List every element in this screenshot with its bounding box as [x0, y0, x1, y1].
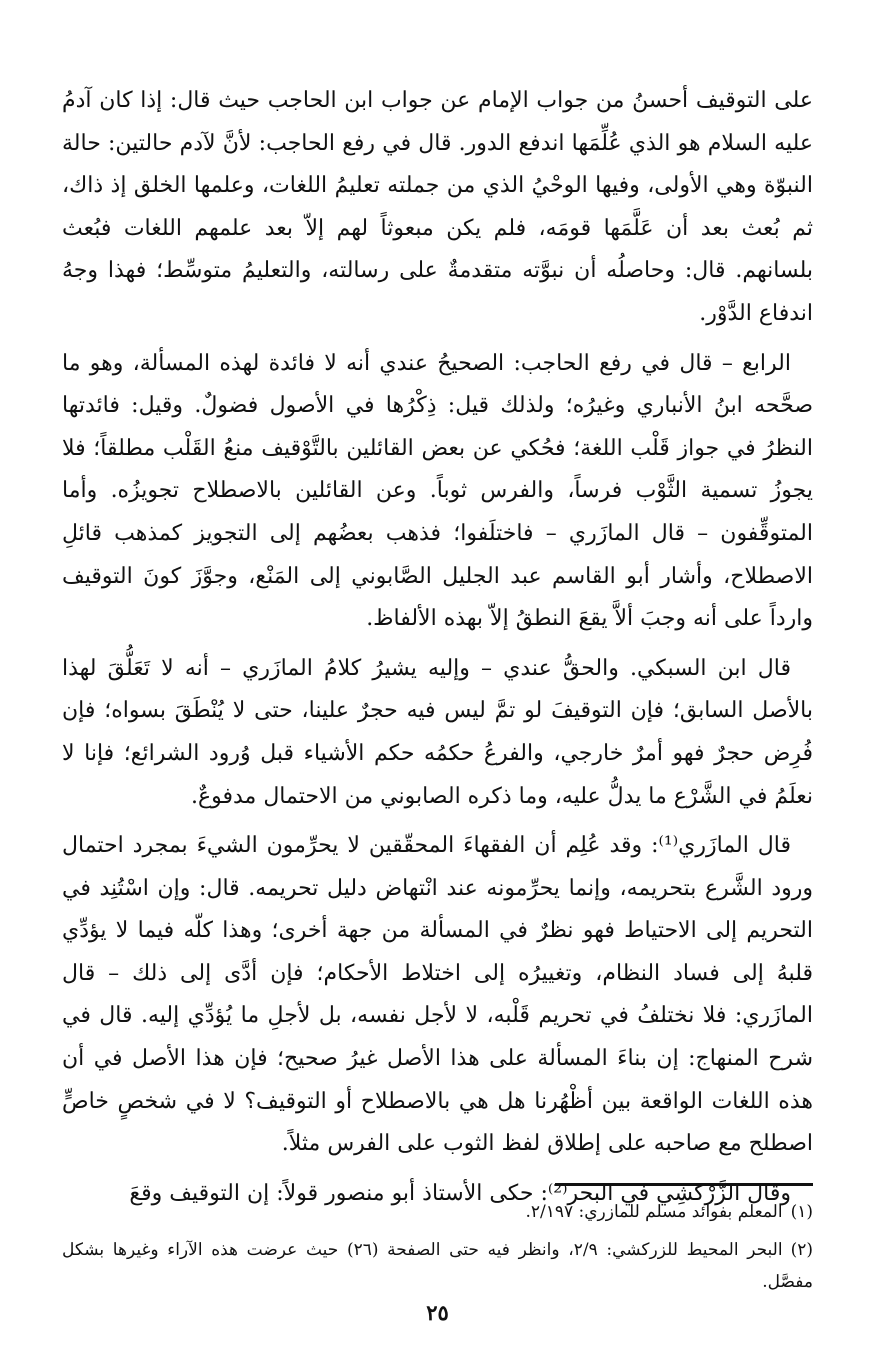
footnote	[62, 1234, 813, 1298]
page-number: ٢٥	[426, 1300, 449, 1325]
book-page	[62, 80, 813, 1372]
paragraph: الرابع – قال في رفع الحاجب: الصحيحُ عندي أنه لا فائدة لهذه المسألة، وهو ما صحَّحه ابنُ الأنباري وغيرُه؛ ولذلك قيل: ذِكْرُها في الأصول فضولٌ. وقيل: فائدتها النظرُ في جواز قَلْب اللغة؛ فحُكي عن بعض القائلين بالتَّوْقيف منعُ القَلْب مطلقاً؛ فلا يجوزُ تسمية الثَّوْب فرساً، والفرس ثوباً. وعن القائلين بالاصطلاح تجويزُه. وأما المتوقِّفون – قال المازَري – فاختلَفوا؛ فذهب بعضُهم إلى التجويز كمذهب قائلِ الاصطلاح، وأشار أبو القاسم عبد الجليل الصَّابوني إلى المَنْع، وجوَّزَ كونَ التوقيف وارداً على أنه وجبَ ألاَّ يقعَ النطقُ إلاّ بهذه الألفاظ.	[62, 350, 813, 632]
paragraph: على التوقيف أحسنُ من جواب الإمام عن جواب ابن الحاجب حيث قال: إذا كان آدمُ عليه السلام هو الذي عُلِّمَها اندفع الدور. قال في رفع الحاجب: لأنَّ لآدم حالتين: حالة النبوّة وهي الأولى، وفيها الوحْيُ الذي من جملته تعليمُ اللغات، وعلمها الخلق إذ ذاك، ثم بُعث بعد أن عَلَّمَها قومَه، فلم يكن مبعوثاً لهم إلاّ بعد علمهم اللغات فبُعث بلسانهم. قال: وحاصلُه أن نبوَّته متقدمةٌ على رسالته، والتعليمُ متوسِّط؛ فهذا وجهُ اندفاع الدَّوْر.	[62, 88, 814, 326]
paragraph: قال ابن السبكي. والحقُّ عندي – وإليه يشيرُ كلامُ المازَري – أنه لا تَعَلُّقَ لهذا بالأصل السابق؛ فإن التوقيفَ لو تمَّ ليس فيه حجرٌ علينا، حتى لا يُنْطَقَ بسواه؛ فإن فُرِض حجرٌ فهو أمرٌ خارجي، والفرعُ حكمُه حكم الأشياء قبل وُرود الشرائع؛ فإنا لا نعلَمُ في الشَّرْع ما يدلُّ عليه، وما ذكره الصابوني من الاحتمال مدفوعٌ.	[62, 655, 813, 809]
footnote-number: (٢)	[790, 1240, 814, 1260]
paragraph: وقال الزَّرْكشِي في البحر⁽²⁾: حكى الأستاذ أبو منصور قولاً: إن التوقيف وقعَ	[129, 1180, 791, 1206]
footnote-separator	[555, 1183, 813, 1186]
footnotes	[62, 1196, 813, 1304]
footnote-text: البحر المحيط للزركشي: ٢/٩، وانظر فيه حتى الصفحة (٢٦) حيث عرضت هذه الآراء وغيرها بشكل مفصَّل.	[62, 1240, 813, 1292]
footnote-number: (١)	[790, 1202, 813, 1222]
paragraph: قال المازَري⁽¹⁾: وقد عُلِم أن الفقهاءَ المحقّقين لا يحرِّمون الشيءَ بمجرد احتمال ورود الشَّرع بتحريمه، وإنما يحرِّمونه عند انْتهاض دليل تحريمه. قال: وإن اسْتُنِد في التحريم إلى الاحتياط فهو نظرٌ في المسألة من جهة أخرى؛ وهذا كلّه فيما لا يؤدِّي قلبهُ إلى فساد النظام، وتغييرُه إلى اختلاط الأحكام؛ فإن أدَّى إلى ذلك – قال المازَري: فلا نختلفُ في تحريم قَلْبه، لا لأجل نفسه، بل لأجلِ ما يُؤدِّي إليه. قال في شرح المنهاج: إن بناءَ المسألة على هذا الأصل غيرُ صحيح؛ فإن هذا الأصل في أن هذه اللغات الواقعة بين أظْهُرنا هل هي بالاصطلاح أو التوقيف؟ لا في شخصٍ خاصٍّ اصطلح مع صاحبه على إطلاق لفظ الثوب على الفرس مثلاً.	[62, 833, 813, 1157]
footnote	[62, 1196, 813, 1228]
main-text	[62, 80, 813, 1215]
footnote-text: المعلم بفوائد مسلم للمازري: ٢/١٩٧.	[525, 1202, 783, 1222]
